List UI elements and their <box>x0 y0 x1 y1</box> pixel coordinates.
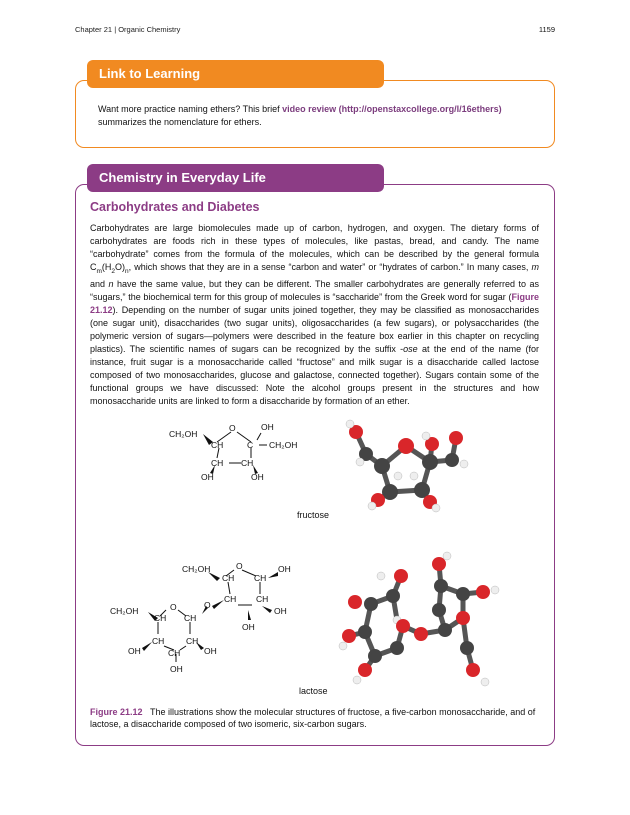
carbon-atom <box>386 589 400 603</box>
fructose-3d-model <box>342 418 472 510</box>
hydrogen-atom <box>410 472 418 480</box>
ch-label: CH <box>184 613 197 623</box>
oxygen-atom <box>342 629 356 643</box>
ch-label: CH <box>211 440 224 450</box>
ring-oxygen-label: O <box>170 602 177 612</box>
carbon-atom <box>438 623 452 637</box>
carbon-atom <box>460 641 474 655</box>
oxygen-atom <box>456 611 470 625</box>
oxygen-atom <box>394 569 408 583</box>
ch-label: CH <box>186 636 199 646</box>
oxygen-atom <box>466 663 480 677</box>
fructose-structure <box>165 418 335 488</box>
carbon-atom <box>422 454 438 470</box>
hydrogen-atom <box>491 586 499 594</box>
carbon-atom <box>432 603 446 617</box>
oxygen-atom <box>396 619 410 633</box>
carbon-atom <box>358 625 372 639</box>
oxygen-atom <box>358 663 372 677</box>
oxygen-atom <box>398 438 414 454</box>
body-paragraph: Carbohydrates are large biomolecules made up of carbon, hydrogen, and oxygen. The dietary forms of carbohydrates are foods rich in these types of molecules, like pastas, bread, and candy. The name “carbohydrate” comes from the formula of the molecules, which can be described by the general formula $C_m(H_2O)_n$, which shows that they are in a sense “carbon and water” or “hydrates of carbon.” In many cases, m and n have the same value, but they can be different. The smaller carbohydrates are generally referred to as “sugars,” the biochemical term for this group of molecules is “saccharide” from the Greek word for sugar (Figure 21.12). Depending on the number of sugar units joined together, they may be classified as monosaccharides (one sugar unit), disaccharides (two sugar units), oligosaccharides (a few sugars), or polysaccharides (the polymeric version of sugars—polymers were described in the feature box earlier in this chapter on recycling plastics). The scientific names of sugars can be recognized by the suffix -ose at the end of the name (for instance, fruit sugar is a monosaccharide called “fructose” and milk sugar is a disaccharide called lactose composed of two monosaccharides, glucose and galactose, connected together). Sugars contain some of the functional groups we have discussed: Note the alcohol groups present in the structures and how monosaccharide units are linked to form a disaccharide by formation of an ether. <box>90 223 539 406</box>
carbon-atom <box>374 458 390 474</box>
oxygen-atom <box>348 595 362 609</box>
ch-label: CH <box>256 594 269 604</box>
oh-label: OH <box>261 422 274 432</box>
hydrogen-atom <box>377 572 385 580</box>
hydrogen-atom <box>356 458 364 466</box>
section-title: Carbohydrates and Diabetes <box>90 200 260 214</box>
figure-number: Figure 21.12 <box>90 707 143 717</box>
oh-label: OH <box>242 622 255 632</box>
carbon-atom <box>390 641 404 655</box>
oxygen-atom <box>432 557 446 571</box>
ch-label: CH <box>241 458 254 468</box>
ch-label: CH <box>154 613 167 623</box>
figure-caption <box>90 706 542 730</box>
ring-oxygen-label: O <box>236 561 243 571</box>
ltl-text-before: Want more practice naming ethers? This brief <box>98 104 283 114</box>
ch2oh-label: CH₂OH <box>110 606 139 616</box>
ch-label: CH <box>152 636 165 646</box>
ch-label: CH <box>224 594 237 604</box>
oh-label: OH <box>251 472 264 482</box>
ch-label: CH <box>168 648 181 658</box>
chapter-title: Chapter 21 | Organic Chemistry <box>75 25 181 34</box>
oh-label: OH <box>170 664 183 674</box>
caption-text: The illustrations show the molecular structures of fructose, a five-carbon monosaccharide, and of lactose, a disaccharide composed of two isomeric, six-carbon sugars. <box>90 707 536 729</box>
hydrogen-atom <box>432 504 440 512</box>
oh-label: OH <box>204 646 217 656</box>
ch-label: CH <box>254 573 267 583</box>
fructose-label: fructose <box>297 510 330 520</box>
carbon-atom <box>368 649 382 663</box>
hydrogen-atom <box>422 432 430 440</box>
oxygen-atom <box>449 431 463 445</box>
video-review-link[interactable]: video review (http://openstaxcollege.org/l/16ethers) <box>282 104 502 114</box>
link-to-learning-text <box>98 103 538 129</box>
oh-label: OH <box>201 472 214 482</box>
c-label: C <box>247 440 254 450</box>
ltl-text-after: summarizes the nomenclature for ethers. <box>98 117 262 127</box>
hydrogen-atom <box>481 678 489 686</box>
lactose-label: lactose <box>299 686 328 696</box>
figure-reference-link[interactable]: Figure 21.12 <box>90 291 539 315</box>
oh-label: OH <box>128 646 141 656</box>
page-number: 1159 <box>538 25 555 34</box>
hydrogen-atom <box>353 676 361 684</box>
lactose-structure <box>108 560 308 675</box>
hydrogen-atom <box>394 472 402 480</box>
ch2oh-label: CH₂OH <box>182 564 211 574</box>
ch-label: CH <box>222 573 235 583</box>
ch2oh-label: CH₂OH <box>169 429 198 439</box>
hydrogen-atom <box>368 502 376 510</box>
page-header <box>75 25 555 34</box>
carbon-atom <box>456 587 470 601</box>
ring-oxygen-label: O <box>229 423 236 433</box>
oxygen-atom <box>476 585 490 599</box>
ch-label: CH <box>211 458 224 468</box>
glycosidic-oxygen-label: O <box>204 600 211 610</box>
hydrogen-atom <box>346 420 354 428</box>
ch2oh-label: CH₂OH <box>269 440 298 450</box>
everyday-life-title: Chemistry in Everyday Life <box>87 164 384 192</box>
carbon-atom <box>364 597 378 611</box>
glycosidic-oxygen-atom <box>414 627 428 641</box>
lactose-3d-model <box>335 552 505 692</box>
hydrogen-atom <box>443 552 451 560</box>
hydrogen-atom <box>339 642 347 650</box>
carbon-atom <box>445 453 459 467</box>
oh-label: OH <box>274 606 287 616</box>
hydrogen-atom <box>460 460 468 468</box>
oh-label: OH <box>278 564 291 574</box>
carbon-atom <box>434 579 448 593</box>
link-to-learning-title: Link to Learning <box>87 60 384 88</box>
